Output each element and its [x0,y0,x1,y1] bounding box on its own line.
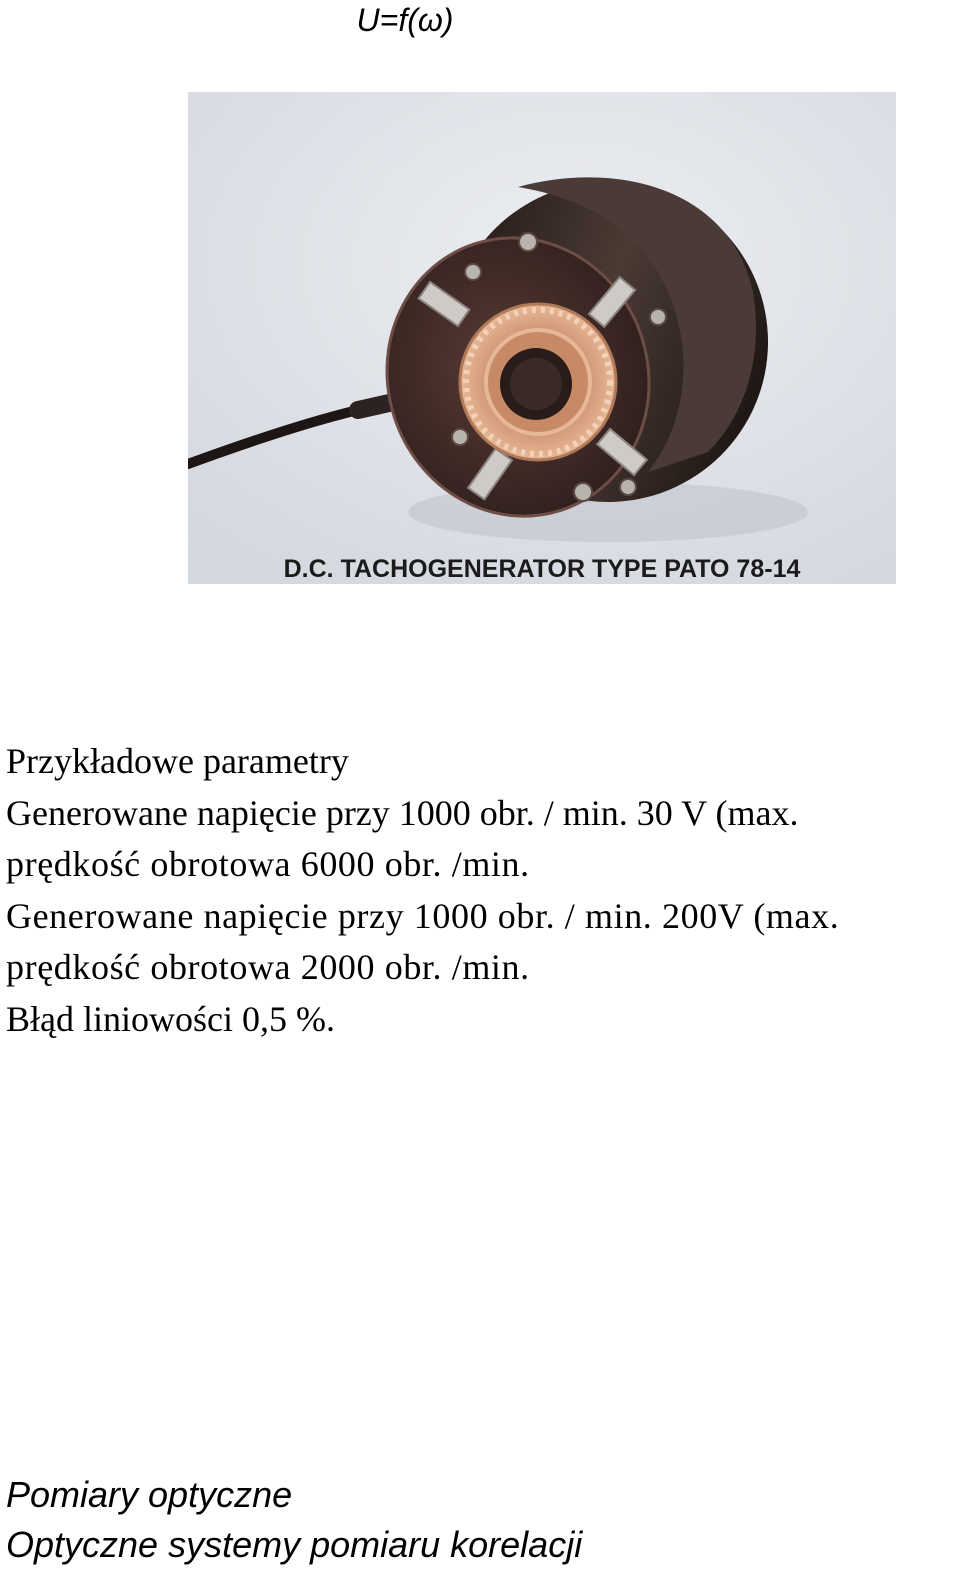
parameter-line: Generowane napięcie przy 1000 obr. / min. 200V (max. [6,895,840,936]
footer-section [6,1470,582,1570]
parameters-heading: Przykładowe parametry [6,741,349,781]
photo-caption: D.C. TACHOGENERATOR TYPE PATO 78-14 [283,555,801,583]
footer-line-2: Optyczne systemy pomiaru korelacji [6,1524,583,1565]
parameter-line: prędkość obrotowa 2000 obr. /min. [6,947,530,987]
parameter-line: Generowane napięcie przy 1000 obr. / min. 30 V (max. [6,792,799,833]
footer-line-1: Pomiary optyczne [6,1474,293,1515]
tachogenerator-illustration [188,92,896,584]
formula-heading: U=f(ω) [356,2,454,38]
tachogenerator-photo [188,92,896,584]
parameter-line: prędkość obrotowa 6000 obr. /min. [6,844,530,884]
parameter-line: Błąd liniowości 0,5 %. [6,998,335,1039]
parameters-section [6,736,956,1045]
